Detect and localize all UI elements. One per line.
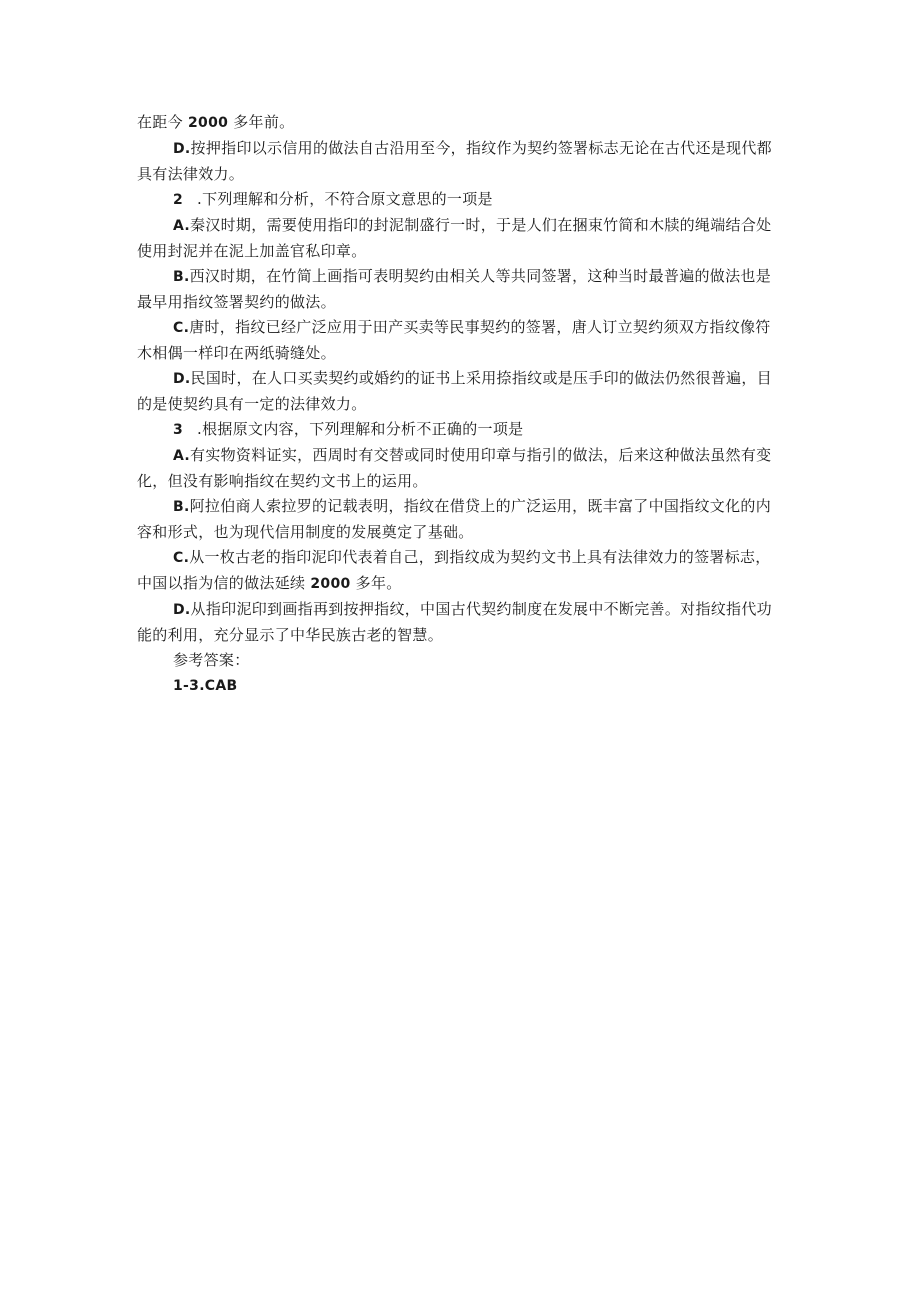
year-number: 2000 [310,576,351,592]
text: 多年前。 [233,113,295,131]
option-text: 按押指印以示信用的做法自古沿用至今，指纹作为契约签署标志无论在古代还是现代都具有法律效力。 [137,139,772,183]
option-label: A. [173,218,191,234]
paragraph-continuation [137,110,785,136]
document-page [137,110,785,699]
option-text: 有实物资料证实，西周时有交替或同时使用印章与指引的做法，后来这种做法虽然有变化，但没有影响指纹在契约文书上的运用。 [137,446,772,490]
question-2-stem [137,187,785,213]
option-text: 民国时，在人口买卖契约或婚约的证书上采用捺指纹或是压手印的做法仍然很普遍，目的是使契约具有一定的法律效力。 [137,369,772,413]
option-label: C. [173,320,190,336]
option-a-q2 [137,213,785,264]
option-b-q3 [137,494,785,545]
option-c-q2 [137,315,785,366]
option-text: 从一枚古老的指印泥印代表着自己，到指纹成为契约文书上具有法律效力的签署标志，中国以指为信的做法延续 [137,548,771,592]
text: 在距今 [137,113,183,131]
option-text: 从指印泥印到画指再到按押指纹，中国古代契约制度在发展中不断完善。对指纹指代功能的利用，充分显示了中华民族古老的智慧。 [137,600,772,644]
option-label: D. [173,602,191,618]
option-a-q3 [137,443,785,494]
option-d-q2 [137,366,785,417]
answer-text: 1-3.CAB [173,678,238,694]
option-c-q3 [137,545,785,597]
answer-value [137,673,785,699]
option-label: D. [173,371,191,387]
option-b-q2 [137,264,785,315]
question-number: 3 [173,422,184,438]
question-3-stem [137,417,785,443]
option-text: 秦汉时期，需要使用指印的封泥制盛行一时，于是人们在捆束竹简和木牍的绳端结合处使用封泥并在泥上加盖官私印章。 [137,216,772,260]
option-text: 西汉时期，在竹简上画指可表明契约由相关人等共同签署，这种当时最普遍的做法也是最早用指纹签署契约的做法。 [137,267,771,311]
year-number: 2000 [187,115,229,131]
option-text: 唐时，指纹已经广泛应用于田产买卖等民事契约的签署，唐人订立契约须双方指纹像符木相偶一样印在两纸骑缝处。 [137,318,771,362]
option-label: D. [173,141,191,157]
answer-heading: 参考答案： [173,651,250,669]
option-label: B. [173,269,190,285]
option-text: 多年。 [355,574,402,592]
option-d-q3 [137,597,785,648]
question-text: .根据原文内容，下列理解和分析不正确的一项是 [197,420,524,438]
option-label: A. [173,448,191,464]
question-text: .下列理解和分析，不符合原文意思的一项是 [197,190,493,208]
option-label: B. [173,499,190,515]
question-number: 2 [173,192,184,208]
option-text: 阿拉伯商人索拉罗的记载表明，指纹在借贷上的广泛运用，既丰富了中国指纹文化的内容和形式，也为现代信用制度的发展奠定了基础。 [137,497,771,541]
option-d-q1 [137,136,785,187]
option-label: C. [173,550,190,566]
